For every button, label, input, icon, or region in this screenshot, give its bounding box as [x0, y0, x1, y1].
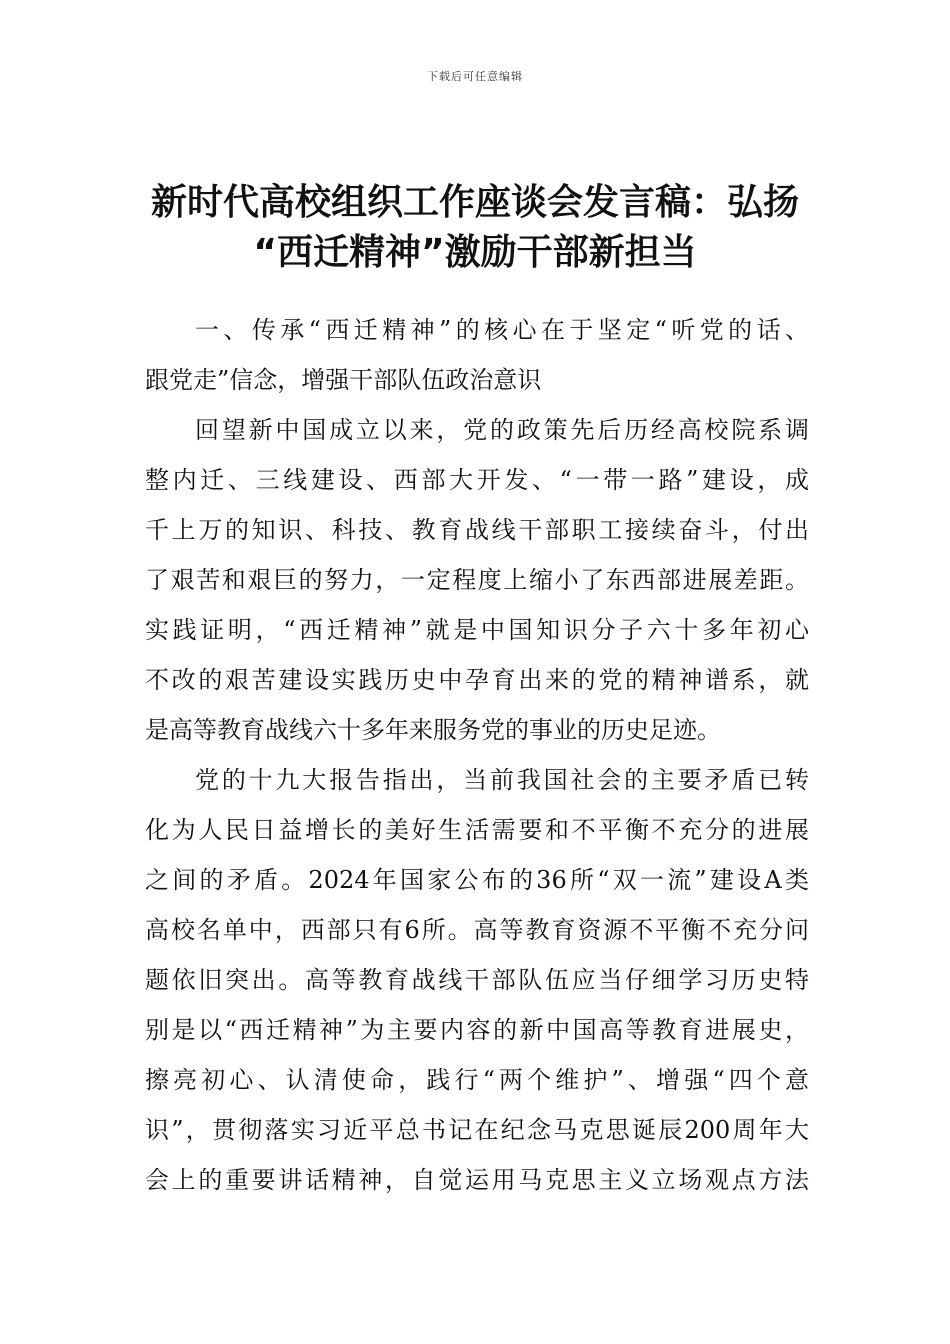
paragraph-line: 实践证明，“西迁精神”就是中国知识分子六十多年初心: [145, 616, 809, 644]
title-line-1: 新时代高校组织工作座谈会发言稿：弘扬: [150, 182, 799, 223]
paragraph-line: 是高等教育战线六十多年来服务党的事业的历史足迹。: [145, 716, 721, 744]
paragraph-line: 题依旧突出。高等教育战线干部队伍应当仔细学习历史特: [145, 966, 809, 994]
paragraph-line: 整内迁、三线建设、西部大开发、“一带一路”建设，成: [145, 466, 809, 494]
document-title: [145, 178, 805, 278]
document-body: [145, 305, 809, 1205]
paragraph-line: 千上万的知识、科技、教育战线干部职工接续奋斗，付出: [145, 516, 809, 544]
paragraph-line: 化为人民日益增长的美好生活需要和不平衡不充分的进展: [145, 816, 809, 844]
paragraph-line: 别是以“西迁精神”为主要内容的新中国高等教育进展史，: [145, 1016, 809, 1044]
paragraph-line: 不改的艰苦建设实践历史中孕育出来的党的精神谱系，就: [145, 666, 809, 694]
section-heading-line: 跟党走”信念，增强干部队伍政治意识: [145, 366, 542, 394]
paragraph-line: 回望新中国成立以来，党的政策先后历经高校院系调: [195, 416, 809, 444]
header-note: 下载后可任意编辑: [427, 70, 523, 83]
title-line-2: “西迁精神”激励干部新担当: [253, 232, 697, 273]
paragraph-line: 了艰苦和艰巨的努力，一定程度上缩小了东西部进展差距。: [145, 566, 809, 594]
paragraph-line: 会上的重要讲话精神，自觉运用马克思主义立场观点方法: [145, 1166, 809, 1194]
paragraph-line: 擦亮初心、认清使命，践行“两个维护”、增强“四个意: [145, 1066, 809, 1094]
paragraph-line: 之间的矛盾。2024年国家公布的36所“双一流”建设A类: [145, 866, 809, 894]
paragraph-line: 高校名单中，西部只有6所。高等教育资源不平衡不充分问: [145, 916, 809, 944]
section-heading-line: 一、传承“西迁精神”的核心在于坚定“听党的话、: [195, 316, 809, 344]
paragraph-line: 党的十九大报告指出，当前我国社会的主要矛盾已转: [195, 766, 809, 794]
paragraph-line: 识”，贯彻落实习近平总书记在纪念马克思诞辰200周年大: [145, 1116, 809, 1144]
